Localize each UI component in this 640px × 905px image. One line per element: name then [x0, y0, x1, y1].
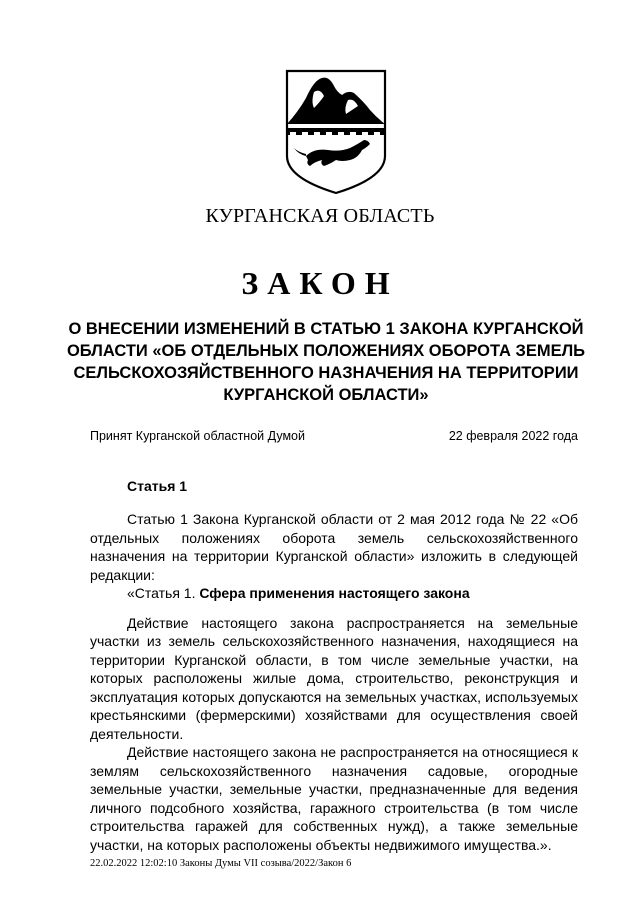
paragraph-exclusions: Действие настоящего закона не распространяется на относящиеся к землям сельскохозяйственного назначения садовые, огородные земельные участки, земельные участки, предназначенные для ведения личного подсобного хозяйства, гаражного строительства (в том числе строительства гаражей для собственных нужд), а также земельные участки, на которых расположены объекты недвижимого имущества.».	[90, 744, 578, 853]
document-type: ЗАКОН	[241, 265, 399, 301]
coat-of-arms-emblem	[284, 68, 388, 196]
adoption-date: 22 февраля 2022 года	[448, 429, 578, 443]
quoted-article-heading	[90, 584, 578, 603]
accepted-by: Принят Курганской областной Думой	[90, 429, 305, 443]
adoption-line	[90, 429, 578, 443]
region-name: КУРГАНСКАЯ ОБЛАСТЬ	[205, 205, 435, 227]
quoted-prefix: «Статья 1.	[127, 585, 200, 601]
law-title: О ВНЕСЕНИИ ИЗМЕНЕНИЙ В СТАТЬЮ 1 ЗАКОНА КУРГАНСКОЙ ОБЛАСТИ «ОБ ОТДЕЛЬНЫХ ПОЛОЖЕНИЯХ ОБОРОТА ЗЕМЕЛЬ СЕЛЬСКОХОЗЯЙСТВЕННОГО НАЗНАЧЕНИЯ НА ТЕРРИТОРИИ КУРГАНСКОЙ ОБЛАСТИ»	[66, 320, 586, 404]
quoted-article-title: Сфера применения настоящего закона	[199, 585, 470, 601]
document-stamp: 22.02.2022 12:02:10 Законы Думы VII созыва/2022/Закон 6	[90, 858, 352, 869]
article-heading: Статья 1	[127, 478, 188, 494]
paragraph-scope: Действие настоящего закона распространяется на земельные участки из земель сельскохозяйственного назначения, находящиеся на территории Курганской области, в том числе земельные участки, на которых расположены жилые дома, строительство, реконструкция и эксплуатация которых допускаются на земельных участках, используемых крестьянскими (фермерскими) хозяйствами для осуществления своей деятельности.	[90, 614, 578, 742]
article-intro: Статью 1 Закона Курганской области от 2 мая 2012 года № 22 «Об отдельных положениях оборота земель сельскохозяйственного назначения на территории Курганской области» изложить в следующей редакции:	[90, 511, 578, 583]
article-body	[90, 510, 578, 854]
